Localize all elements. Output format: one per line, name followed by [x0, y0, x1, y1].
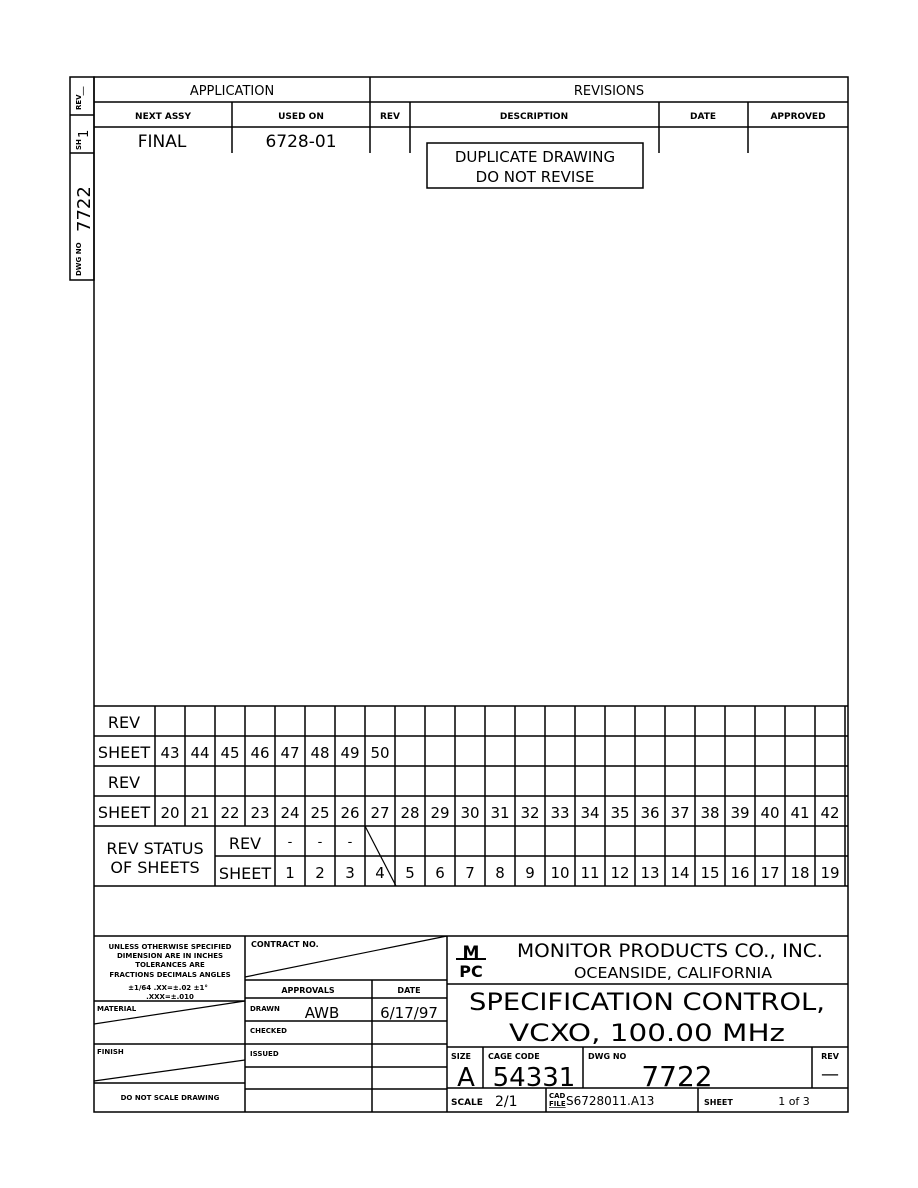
approvals-label: APPROVALS	[281, 986, 335, 995]
sheet-number: 9	[525, 864, 535, 882]
sheet-number: 39	[730, 804, 750, 822]
sheet-number: 28	[400, 804, 420, 822]
sheet-number: 31	[490, 804, 510, 822]
sheet-number: 47	[280, 744, 300, 762]
logo-mark-bottom: PC	[459, 962, 483, 981]
sheet-number: 42	[820, 804, 840, 822]
sheet-number: 35	[610, 804, 630, 822]
sheet-value: 1 of 3	[778, 1095, 810, 1108]
rev-heading: REV	[379, 112, 401, 122]
sheet-row-label: SHEET	[97, 803, 151, 822]
drawn-by-value: AWB	[304, 1004, 340, 1022]
rev-status-title-2: OF SHEETS	[110, 858, 200, 877]
sheet-number: 11	[580, 864, 600, 882]
rev-status-block	[98, 713, 840, 883]
sheet-number: 37	[670, 804, 690, 822]
sheet-number: 5	[405, 864, 415, 882]
approved-heading: APPROVED	[770, 112, 826, 122]
sheet-number: 27	[370, 804, 390, 822]
side-rev-value: —	[78, 86, 89, 96]
description-heading: DESCRIPTION	[499, 112, 569, 122]
sheet-number: 17	[760, 864, 780, 882]
side-dwg-value: 7722	[74, 186, 95, 232]
sheet-number: 13	[640, 864, 660, 882]
material-label: MATERIAL	[97, 1005, 137, 1013]
sheet-number: 15	[700, 864, 720, 882]
sheet-number: 10	[550, 864, 570, 882]
sheet-row-label: SHEET	[97, 743, 151, 762]
sheet-number: 32	[520, 804, 540, 822]
do-not-scale-note: DO NOT SCALE DRAWING	[120, 1094, 220, 1102]
tolerance-line: TOLERANCES ARE	[135, 961, 205, 969]
company-location: OCEANSIDE, CALIFORNIA	[574, 964, 773, 982]
drawn-label: DRAWN	[250, 1005, 280, 1013]
sheet-number: 40	[760, 804, 780, 822]
sheet-number: 6	[435, 864, 445, 882]
sheet-number: 8	[495, 864, 505, 882]
revisions-heading: REVISIONS	[573, 84, 645, 99]
side-dwg-label: DWG NO	[75, 242, 83, 276]
rev-status-title-1: REV STATUS	[106, 839, 204, 858]
contract-no-label: CONTRACT NO.	[251, 940, 319, 949]
tolerance-line: UNLESS OTHERWISE SPECIFIED	[108, 943, 232, 951]
cad-file-value: S6728011.A13	[566, 1094, 655, 1108]
sheet-number: 18	[790, 864, 810, 882]
sheet-number: 7	[465, 864, 475, 882]
size-label: SIZE	[451, 1052, 472, 1061]
cage-code-label: CAGE CODE	[488, 1052, 540, 1061]
drawing-title-1: SPECIFICATION CONTROL,	[469, 988, 825, 1016]
scale-value: 2/1	[495, 1094, 518, 1110]
revision-header	[135, 84, 826, 186]
tolerance-line: .XXX=±.010	[146, 993, 194, 1001]
sheet-number: 48	[310, 744, 330, 762]
rev-row-label: REV	[107, 713, 141, 732]
cage-code-value: 54331	[492, 1063, 576, 1093]
next-assy-value: FINAL	[137, 132, 187, 152]
checked-label: CHECKED	[250, 1027, 287, 1035]
sheet-number: 44	[190, 744, 210, 762]
sheet-number: 12	[610, 864, 630, 882]
dwg-no-label: DWG NO	[588, 1052, 627, 1061]
sheet-number: 14	[670, 864, 690, 882]
rev-row-label: REV	[228, 834, 262, 853]
sheet-number: 33	[550, 804, 570, 822]
cad-file-label-2: FILE	[549, 1100, 566, 1108]
sheet-number: 19	[820, 864, 840, 882]
sheet-number: 43	[160, 744, 180, 762]
side-sh-value: 1	[77, 129, 92, 138]
rev-mark: -	[317, 835, 323, 850]
sheet-number: 41	[790, 804, 810, 822]
sheet-number: 34	[580, 804, 600, 822]
tolerance-line: ±1/64 .XX=±.02 ±1°	[128, 984, 208, 992]
cad-file-label-1: CAD	[549, 1092, 566, 1100]
issued-label: ISSUED	[250, 1050, 279, 1058]
sheet-number: 30	[460, 804, 480, 822]
rev-row-label: REV	[107, 773, 141, 792]
sheet-number: 4	[375, 864, 385, 882]
sheet-number: 22	[220, 804, 240, 822]
sheet-number: 24	[280, 804, 300, 822]
next-assy-heading: NEXT ASSY	[135, 112, 191, 122]
tolerance-line: FRACTIONS DECIMALS ANGLES	[109, 971, 231, 979]
title-block	[97, 940, 840, 1110]
dwg-no-value: 7722	[641, 1060, 713, 1093]
size-value: A	[457, 1063, 475, 1093]
rev-label: REV	[821, 1052, 839, 1061]
rev-mark: -	[347, 835, 353, 850]
sheet-row-label: SHEET	[218, 864, 272, 883]
side-sh-label: SH	[75, 139, 83, 150]
used-on-heading: USED ON	[278, 112, 324, 122]
rev-mark: -	[287, 835, 293, 850]
sheet-number: 16	[730, 864, 750, 882]
date-heading: DATE	[689, 112, 717, 122]
rev-value: —	[821, 1064, 839, 1085]
tolerance-line: DIMENSION ARE IN INCHES	[116, 952, 224, 960]
sheet-number: 26	[340, 804, 360, 822]
sheet-number: 45	[220, 744, 240, 762]
sheet-number: 2	[315, 864, 325, 882]
sheet-number: 20	[160, 804, 180, 822]
drawing-title-2: VCXO, 100.00 MHz	[509, 1019, 785, 1047]
finish-label: FINISH	[97, 1048, 124, 1056]
company-name: MONITOR PRODUCTS CO., INC.	[517, 940, 823, 962]
sheet-number: 29	[430, 804, 450, 822]
sheet-number: 3	[345, 864, 355, 882]
sheet-number: 21	[190, 804, 210, 822]
sheet-number: 25	[310, 804, 330, 822]
sheet-number: 50	[370, 744, 390, 762]
application-heading: APPLICATION	[189, 84, 275, 99]
date-label: DATE	[397, 986, 421, 995]
sheet-label: SHEET	[704, 1098, 733, 1107]
sheet-number: 23	[250, 804, 270, 822]
sheet-number: 38	[700, 804, 720, 822]
stamp-line-1: DUPLICATE DRAWING	[454, 148, 616, 166]
drawn-date-value: 6/17/97	[380, 1004, 438, 1022]
sheet-number: 1	[285, 864, 295, 882]
sheet-number: 36	[640, 804, 660, 822]
side-rev-label: REV	[75, 94, 83, 110]
stamp-line-2: DO NOT REVISE	[475, 168, 595, 186]
sheet-number: 46	[250, 744, 270, 762]
scale-label: SCALE	[451, 1098, 483, 1108]
sheet-number: 49	[340, 744, 360, 762]
logo-mark-top: M	[462, 943, 480, 963]
used-on-value: 6728-01	[265, 132, 337, 152]
